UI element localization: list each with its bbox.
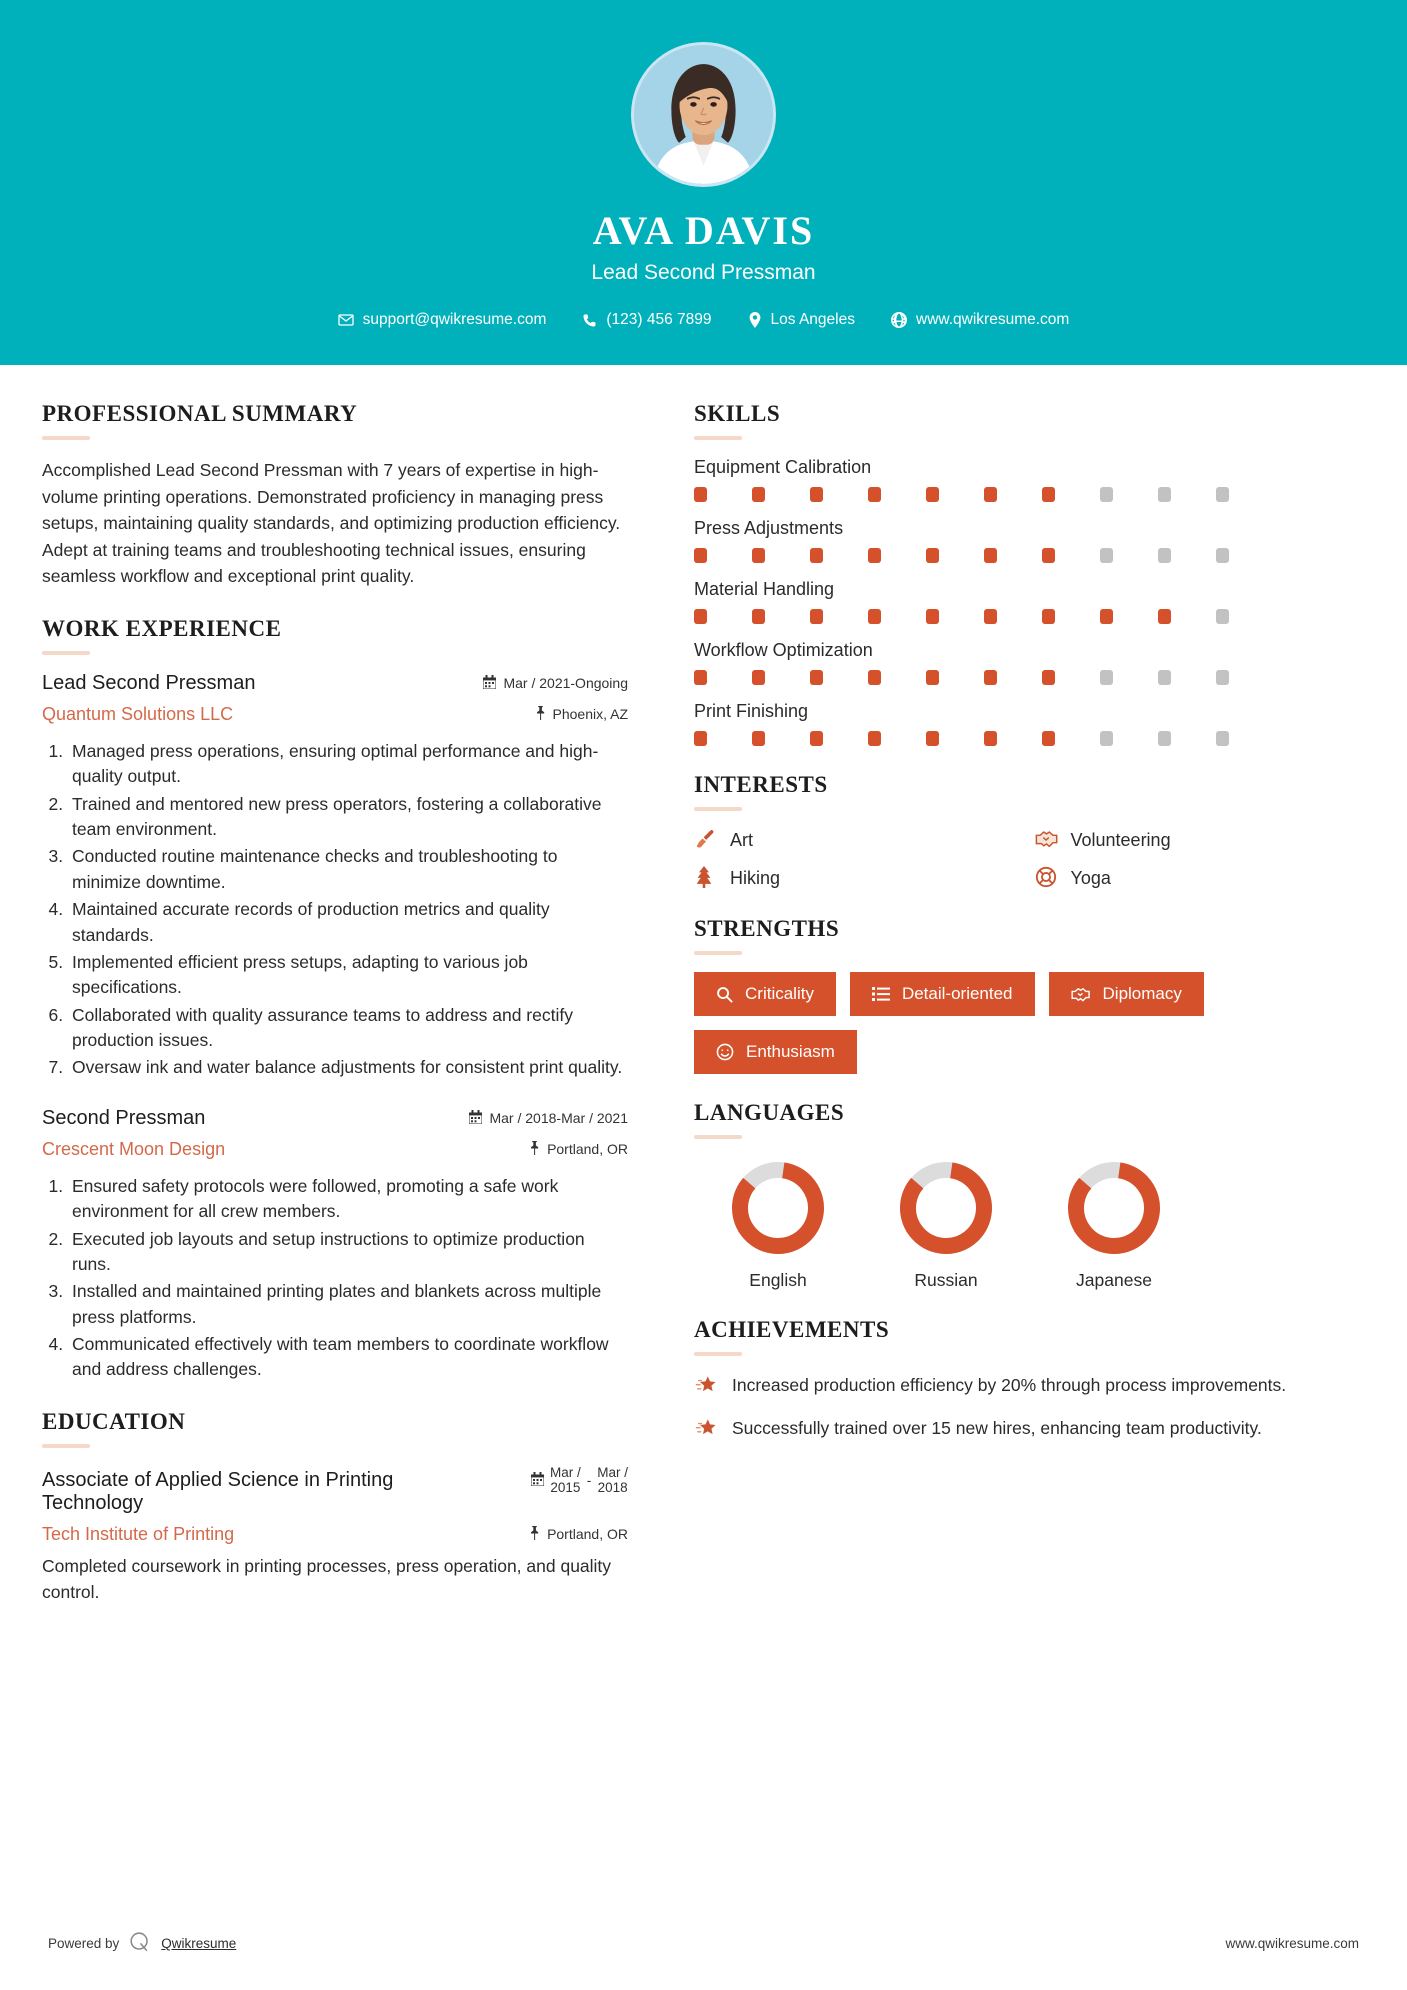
achievement-item [694, 1416, 1365, 1445]
language-donut [726, 1156, 830, 1260]
education-item [42, 1465, 628, 1605]
skill-label: Equipment Calibration [694, 457, 872, 477]
education-location [529, 1526, 628, 1543]
language-label: Russian [914, 1270, 978, 1290]
job-location-text: Portland, OR [547, 1141, 628, 1158]
duty-item: 4. Communicated effectively with team members to coordinate workflow and address challenges. [68, 1332, 628, 1383]
section-education [42, 1409, 628, 1605]
skill-rating [694, 548, 1365, 563]
skill-dot [1216, 609, 1229, 624]
skill-dot [868, 548, 881, 563]
skill-dot [1042, 548, 1055, 563]
globe-icon [891, 312, 907, 328]
language-label: English [749, 1270, 807, 1290]
phone-icon [582, 313, 597, 328]
job-duties [68, 739, 628, 1081]
achievement-text: Successfully trained over 15 new hires, enhancing team productivity. [732, 1418, 1262, 1438]
skill-item [694, 579, 1365, 624]
section-rule [694, 1352, 742, 1356]
interest-item [1035, 866, 1366, 890]
section-rule [694, 1135, 742, 1139]
strength-label: Enthusiasm [746, 1042, 835, 1061]
job-duties [68, 1174, 628, 1383]
interest-label: Art [730, 829, 754, 850]
duty-item: 5. Implemented efficient press setups, adapting to various job specifications. [68, 950, 628, 1001]
candidate-role: Lead Second Pressman [591, 261, 816, 284]
skill-dot [694, 670, 707, 685]
contact-email[interactable] [320, 311, 565, 329]
job-position: Lead Second Pressman [42, 671, 256, 694]
achievements-heading: ACHIEVEMENTS [694, 1317, 890, 1342]
education-heading: EDUCATION [42, 1408, 186, 1434]
education-end [597, 1465, 628, 1496]
paintbrush-icon [694, 828, 718, 852]
page-title: AVA DAVIS [592, 208, 815, 253]
skill-dot [694, 731, 707, 746]
skill-dot [984, 670, 997, 685]
skill-dot [694, 609, 707, 624]
skill-dot [1100, 609, 1113, 624]
left-column [42, 401, 662, 1631]
education-description: Completed coursework in printing processes, press operation, and quality control. [42, 1555, 612, 1602]
skill-dot [1216, 487, 1229, 502]
lifebuoy-icon [1035, 866, 1059, 890]
section-experience [42, 616, 628, 1383]
list-icon [872, 986, 890, 1002]
avatar-photo [634, 45, 773, 184]
skill-dot [868, 487, 881, 502]
skill-dot [1100, 548, 1113, 563]
strength-tag-criticality[interactable] [694, 972, 836, 1016]
qwikresume-link[interactable]: Qwikresume [161, 1936, 237, 1951]
strength-label: Diplomacy [1102, 984, 1182, 1003]
skill-rating [694, 731, 1365, 746]
summary-heading: PROFESSIONAL SUMMARY [42, 401, 358, 426]
skill-dot [1042, 487, 1055, 502]
right-column [662, 401, 1365, 1631]
skill-dot [926, 609, 939, 624]
experience-item [42, 1107, 628, 1383]
calendar-icon [469, 1110, 482, 1127]
experience-heading: WORK EXPERIENCE [42, 615, 282, 641]
search-icon [716, 986, 733, 1003]
powered-by-label: Powered by [48, 1936, 120, 1951]
skill-dot [810, 609, 823, 624]
language-donut [894, 1156, 998, 1260]
skill-dot [984, 731, 997, 746]
duty-item: 1. Ensured safety protocols were followed, promoting a safe work environment for all crew members. [68, 1174, 628, 1225]
skill-dot [752, 609, 765, 624]
strength-label: Criticality [745, 984, 814, 1003]
tree-icon [694, 866, 718, 890]
strength-tag-detail-oriented[interactable] [850, 972, 1035, 1016]
job-dates-text: Mar / 2021-Ongoing [503, 675, 628, 692]
skill-dot [1216, 731, 1229, 746]
skill-dot [1158, 609, 1171, 624]
skill-dot [694, 487, 707, 502]
education-start-month: Mar / [549, 1464, 581, 1480]
page-footer [0, 1931, 1407, 1956]
interest-item [694, 828, 1025, 852]
skill-rating [694, 609, 1365, 624]
skill-dot [1042, 731, 1055, 746]
skill-item [694, 518, 1365, 563]
duty-item: 2. Trained and mentored new press operators, fostering a collaborative team environment. [68, 792, 628, 843]
job-location-text: Phoenix, AZ [552, 706, 628, 723]
language-label: Japanese [1076, 1270, 1152, 1290]
qwikresume-logo-icon [129, 1931, 151, 1956]
calendar-icon [531, 1472, 544, 1490]
skill-dot [1100, 670, 1113, 685]
skill-dot [752, 731, 765, 746]
skill-dot [926, 731, 939, 746]
skill-dot [810, 731, 823, 746]
skill-dot [1158, 731, 1171, 746]
language-item [1030, 1156, 1198, 1291]
skill-dot [1042, 609, 1055, 624]
strength-tag-diplomacy[interactable] [1049, 972, 1204, 1016]
interests-grid [694, 828, 1365, 890]
strengths-heading: STRENGTHS [694, 916, 840, 941]
section-skills [694, 401, 1365, 746]
contact-phone-text: (123) 456 7899 [606, 311, 712, 328]
section-rule [42, 1444, 90, 1448]
education-location-text: Portland, OR [547, 1526, 628, 1543]
summary-text: Accomplished Lead Second Pressman with 7 years of expertise in high-volume printing operations. Demonstrated proficiency in managing press setups, maintaining quality standards, and optimizing production efficiency. Adept at training teams and troubleshooting technical issues, ensuring seamless workflow and exceptional print quality. [42, 460, 621, 587]
star-icon [694, 1418, 718, 1445]
languages-heading: LANGUAGES [694, 1100, 845, 1125]
skill-dot [868, 670, 881, 685]
experience-item [42, 672, 628, 1081]
skill-dot [984, 609, 997, 624]
duty-item: 1. Managed press operations, ensuring optimal performance and high-quality output. [68, 739, 628, 790]
skill-label: Material Handling [694, 579, 835, 599]
duty-item: 6. Collaborated with quality assurance teams to address and rectify production issues. [68, 1003, 628, 1054]
interest-label: Yoga [1070, 867, 1111, 888]
skill-dot [1158, 670, 1171, 685]
skill-dot [1216, 670, 1229, 685]
contact-email-text: support@qwikresume.com [362, 311, 547, 328]
education-end-year: 2018 [597, 1480, 628, 1496]
skill-item [694, 701, 1365, 746]
skill-dot [984, 487, 997, 502]
education-end-month: Mar / [597, 1464, 628, 1480]
resume-header [0, 0, 1407, 365]
language-donut [1062, 1156, 1166, 1260]
education-start [550, 1465, 581, 1496]
education-dates [531, 1465, 628, 1496]
strength-tag-enthusiasm[interactable] [694, 1030, 857, 1074]
smiley-icon [716, 1043, 734, 1061]
skill-dot [752, 548, 765, 563]
skill-dot [752, 670, 765, 685]
interest-item [1035, 828, 1366, 852]
section-rule [42, 651, 90, 655]
skill-item [694, 640, 1365, 685]
skill-label: Workflow Optimization [694, 640, 873, 660]
contact-phone[interactable] [564, 311, 729, 329]
interest-label: Volunteering [1070, 829, 1171, 850]
skill-dot [926, 670, 939, 685]
pin-icon [535, 706, 546, 723]
section-achievements [694, 1317, 1365, 1445]
skill-dot [926, 548, 939, 563]
education-school: Tech Institute of Printing [42, 1523, 235, 1544]
language-item [862, 1156, 1030, 1291]
section-interests [694, 772, 1365, 890]
interest-item [694, 866, 1025, 890]
education-date-separator: - [586, 1472, 592, 1488]
skill-dot [1158, 548, 1171, 563]
skill-dot [810, 670, 823, 685]
interests-heading: INTERESTS [694, 772, 828, 797]
map-pin-icon [748, 312, 762, 328]
footer-url: www.qwikresume.com [1225, 1936, 1359, 1951]
skill-dot [694, 548, 707, 563]
powered-by [48, 1931, 236, 1956]
handshake-icon [1035, 828, 1059, 852]
skills-heading: SKILLS [694, 401, 781, 426]
skill-dot [926, 487, 939, 502]
skill-dot [984, 548, 997, 563]
star-icon [694, 1375, 718, 1402]
contact-location-text: Los Angeles [770, 311, 855, 328]
section-rule [694, 807, 742, 811]
section-summary [42, 401, 628, 590]
section-languages [694, 1100, 1365, 1291]
skill-dot [810, 487, 823, 502]
pin-icon [529, 1526, 540, 1543]
language-item [694, 1156, 862, 1291]
languages-list [694, 1156, 1365, 1291]
resume-body [0, 365, 1407, 1631]
skill-dot [752, 487, 765, 502]
duty-item: 2. Executed job layouts and setup instructions to optimize production runs. [68, 1227, 628, 1278]
job-position: Second Pressman [42, 1106, 206, 1129]
education-start-year: 2015 [550, 1480, 581, 1496]
job-dates [483, 675, 628, 692]
skill-dot [1042, 670, 1055, 685]
skill-item [694, 457, 1365, 502]
skills-list [694, 457, 1365, 746]
skill-rating [694, 487, 1365, 502]
strength-label: Detail-oriented [901, 984, 1013, 1003]
skill-label: Press Adjustments [694, 518, 844, 538]
skill-dot [1100, 731, 1113, 746]
skill-dot [868, 609, 881, 624]
job-dates-text: Mar / 2018-Mar / 2021 [489, 1110, 628, 1127]
achievement-text: Increased production efficiency by 20% through process improvements. [732, 1375, 1287, 1395]
skill-dot [810, 548, 823, 563]
contact-website-text: www.qwikresume.com [916, 311, 1070, 328]
skill-dot [868, 731, 881, 746]
achievement-item [694, 1373, 1365, 1402]
education-degree: Associate of Applied Science in Printing Technology [42, 1468, 394, 1514]
section-rule [694, 951, 742, 955]
section-strengths [694, 916, 1365, 1074]
job-location [535, 706, 629, 723]
skill-label: Print Finishing [694, 701, 809, 721]
avatar [631, 42, 776, 187]
duty-item: 3. Conducted routine maintenance checks and troubleshooting to minimize downtime. [68, 844, 628, 895]
section-rule [694, 436, 742, 440]
strengths-list [694, 972, 1365, 1074]
contact-website[interactable] [873, 311, 1087, 329]
skill-dot [1100, 487, 1113, 502]
duty-item: 7. Oversaw ink and water balance adjustments for consistent print quality. [68, 1055, 628, 1080]
calendar-icon [483, 675, 496, 692]
contact-location[interactable] [730, 311, 873, 329]
envelope-icon [338, 312, 354, 328]
interest-label: Hiking [730, 867, 781, 888]
skill-dot [1158, 487, 1171, 502]
contact-row [0, 311, 1407, 329]
skill-dot [1216, 548, 1229, 563]
handshake-icon [1071, 986, 1091, 1003]
duty-item: 3. Installed and maintained printing plates and blankets across multiple press platforms. [68, 1279, 628, 1330]
job-location [529, 1141, 628, 1158]
pin-icon [529, 1141, 540, 1158]
skill-rating [694, 670, 1365, 685]
duty-item: 4. Maintained accurate records of production metrics and quality standards. [68, 897, 628, 948]
job-company: Crescent Moon Design [42, 1138, 226, 1159]
job-company: Quantum Solutions LLC [42, 703, 234, 724]
section-rule [42, 436, 90, 440]
job-dates [469, 1110, 628, 1127]
